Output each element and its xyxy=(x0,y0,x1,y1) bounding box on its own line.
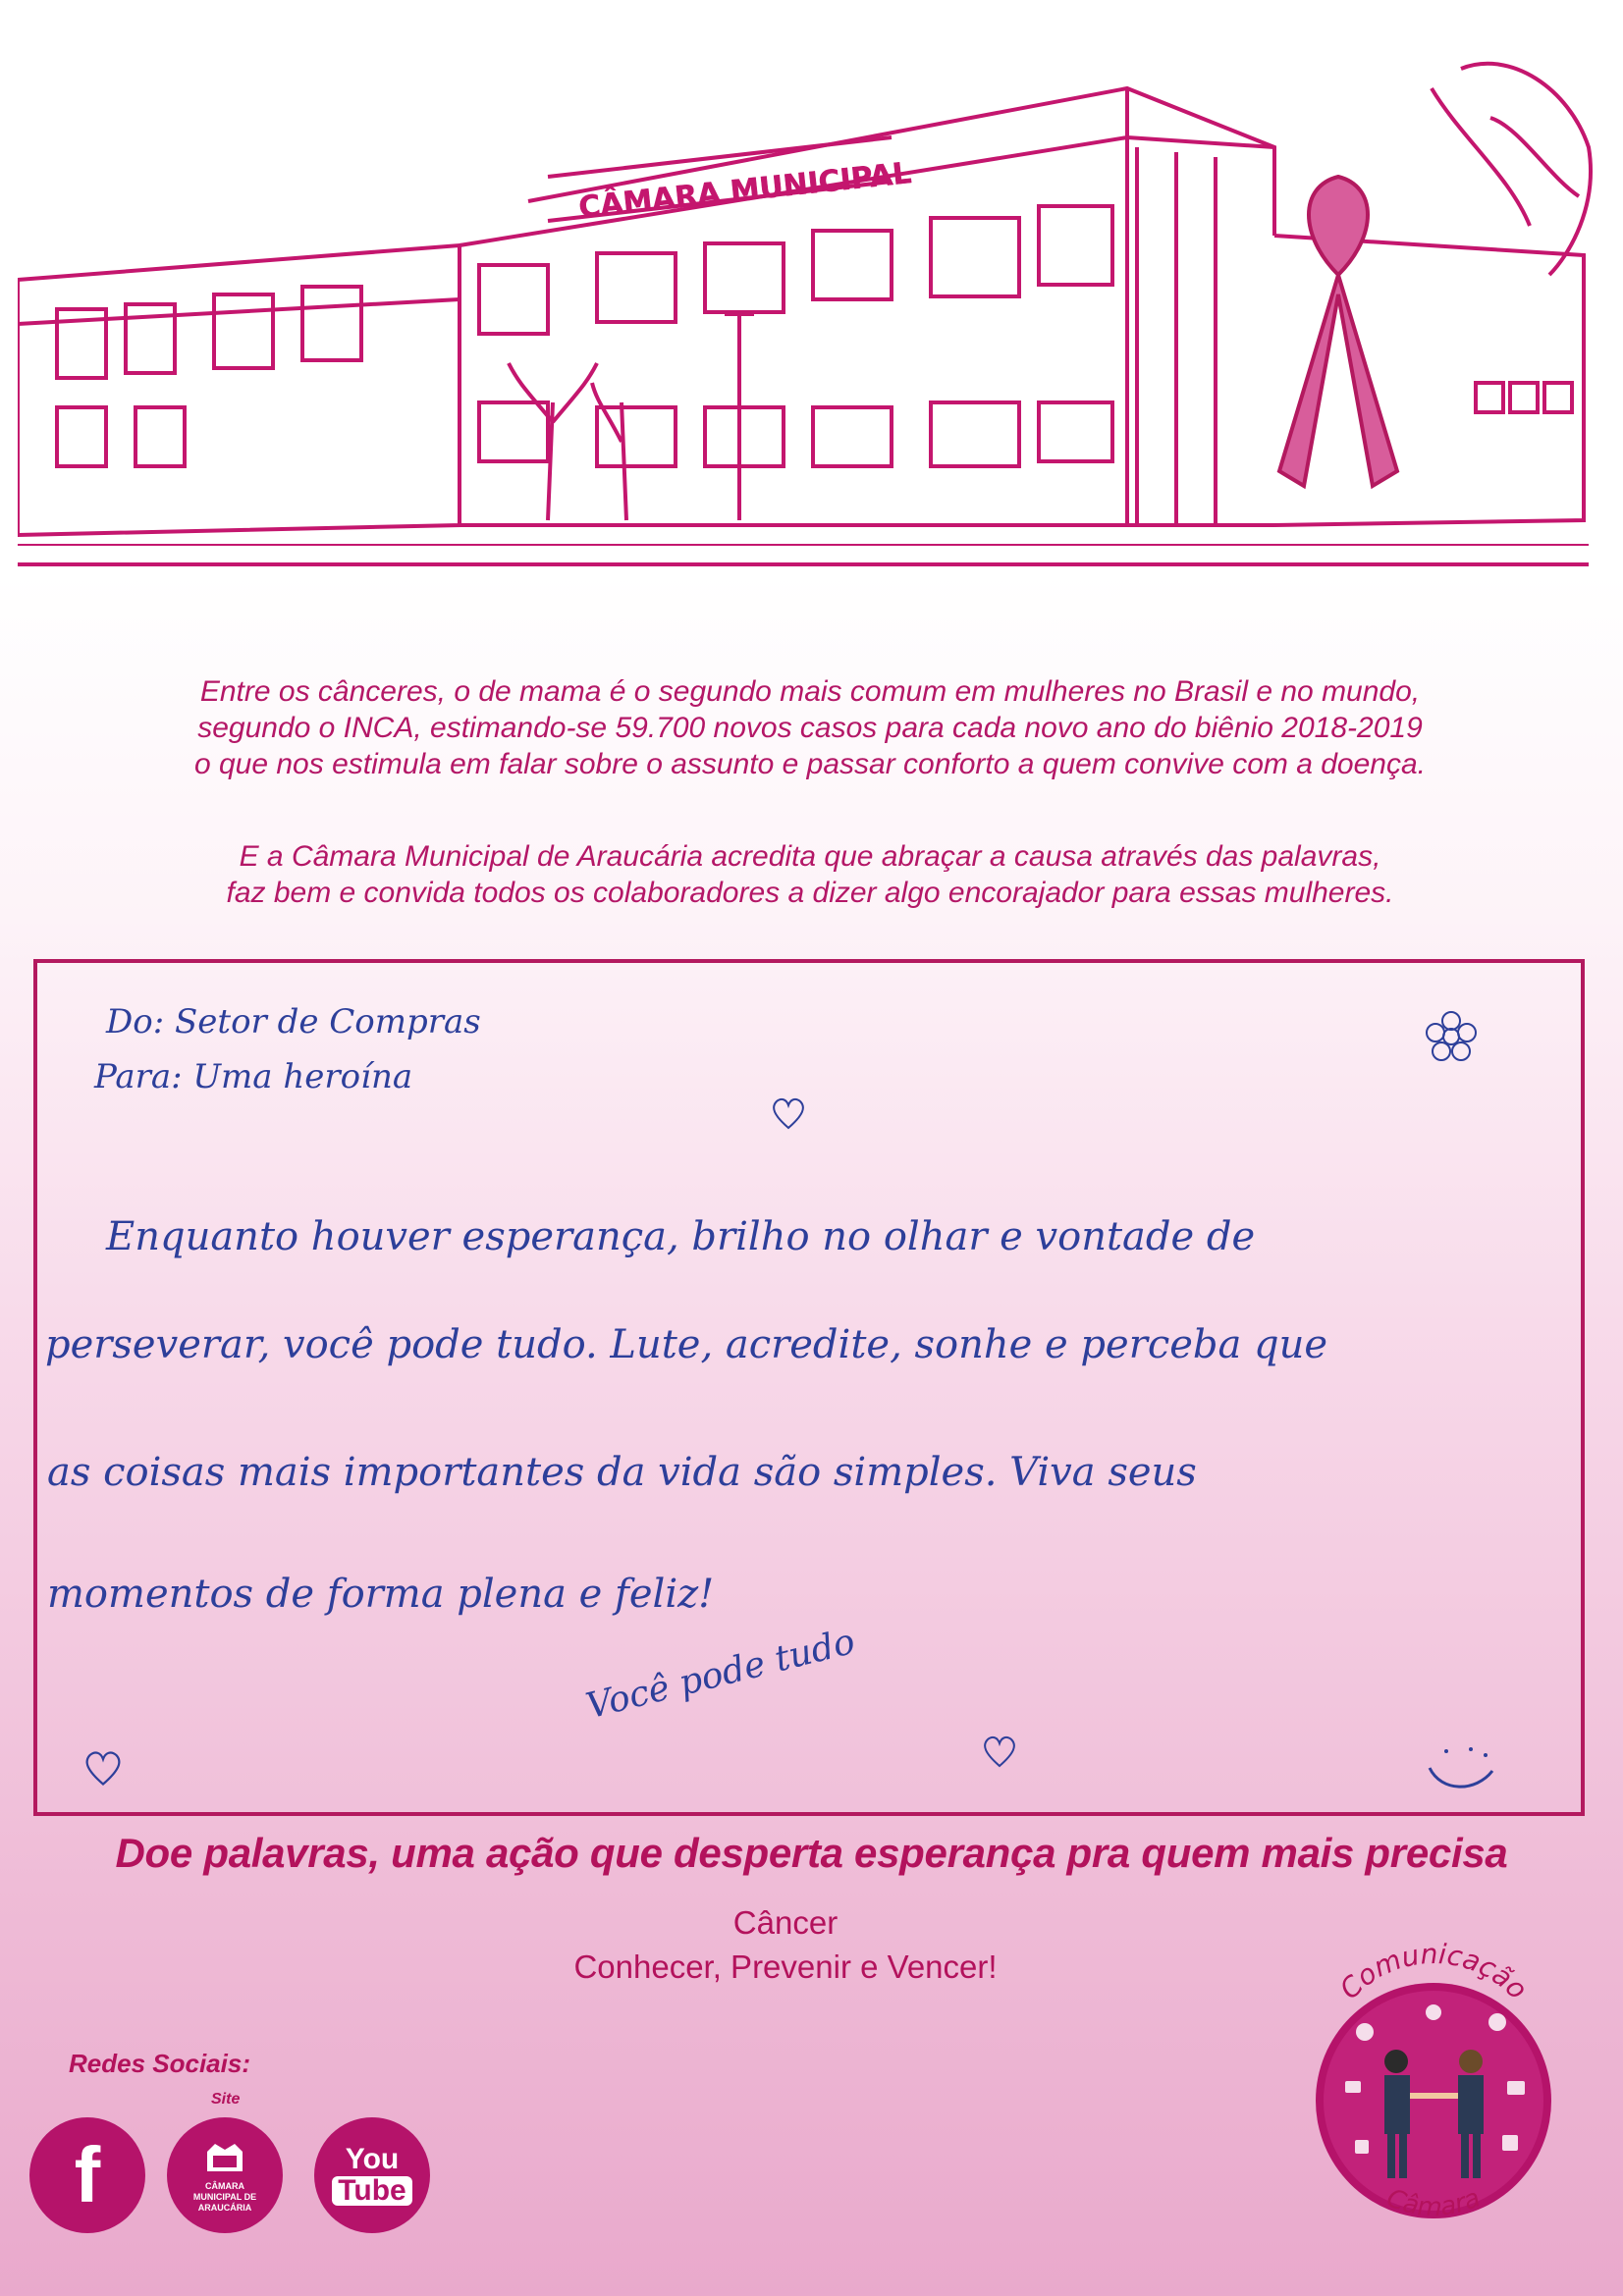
comunicacao-camara-badge xyxy=(1286,1924,1581,2248)
badge-bottom-text: Câmara xyxy=(1382,2183,1486,2223)
building-illustration xyxy=(18,29,1598,589)
youtube-top-text: You xyxy=(345,2142,400,2175)
intro-line: o que nos estimula em falar sobre o assunto e passar conforto a quem convive com a doença. xyxy=(193,748,1427,780)
youtube-icon[interactable] xyxy=(314,2117,430,2233)
crest-icon xyxy=(203,2138,246,2177)
social-networks-label: Redes Sociais: xyxy=(69,2049,250,2078)
flower-doodle-icon xyxy=(1422,1007,1481,1066)
youtube-bottom-text: Tube xyxy=(332,2176,411,2206)
letter-line: Enquanto houver esperança, brilho no olhar e vontade de xyxy=(106,1214,1256,1259)
intro-line: faz bem e convida todos os colaboradores a dizer algo encorajador para essas mulheres. xyxy=(226,877,1394,909)
letter-to: Para: Uma heroína xyxy=(94,1057,413,1096)
letter-signature: Você pode tudo xyxy=(582,1621,859,1728)
letter-from: Do: Setor de Compras xyxy=(106,1002,481,1041)
heart-doodle-icon xyxy=(81,1748,125,1788)
smiley-doodle-icon xyxy=(1422,1734,1500,1802)
heart-doodle-icon xyxy=(980,1734,1019,1769)
site-label: Site xyxy=(211,2091,241,2108)
campaign-title: Câncer xyxy=(732,1904,839,1941)
site-icon[interactable] xyxy=(167,2117,283,2233)
intro-line: Entre os cânceres, o de mama é o segundo mais comum em mulheres no Brasil e no mundo, xyxy=(199,675,1421,708)
intro-line: E a Câmara Municipal de Araucária acredita que abraçar a causa através das palavras, xyxy=(239,840,1381,873)
pink-ribbon-icon xyxy=(1279,177,1397,486)
letter-line: as coisas mais importantes da vida são simples. Viva seus xyxy=(47,1450,1197,1495)
site-logo-text: CÂMARA MUNICIPAL DE ARAUCÁRIA xyxy=(192,2180,257,2213)
letter-line: momentos de forma plena e feliz! xyxy=(47,1572,715,1617)
intro-line: segundo o INCA, estimando-se 59.700 novos casos para cada novo ano do biênio 2018-2019 xyxy=(197,712,1423,744)
intro-paragraph-2 xyxy=(59,838,1561,911)
letter-box xyxy=(33,959,1585,1816)
campaign-slogan: Doe palavras, uma ação que desperta esperança pra quem mais precisa xyxy=(115,1830,1508,1876)
facebook-icon[interactable] xyxy=(29,2117,145,2233)
badge-top-text: Comunicação xyxy=(1332,1937,1535,2006)
facebook-glyph: f xyxy=(74,2131,101,2218)
letter-line: perseverar, você pode tudo. Lute, acredite, sonhe e perceba que xyxy=(45,1322,1328,1367)
campaign-subtitle: Conhecer, Prevenir e Vencer! xyxy=(573,1949,998,1985)
building-sign-text: CÂMARA MUNICIPAL xyxy=(576,156,913,226)
intro-paragraph-1 xyxy=(59,673,1561,782)
heart-doodle-icon xyxy=(769,1095,808,1131)
